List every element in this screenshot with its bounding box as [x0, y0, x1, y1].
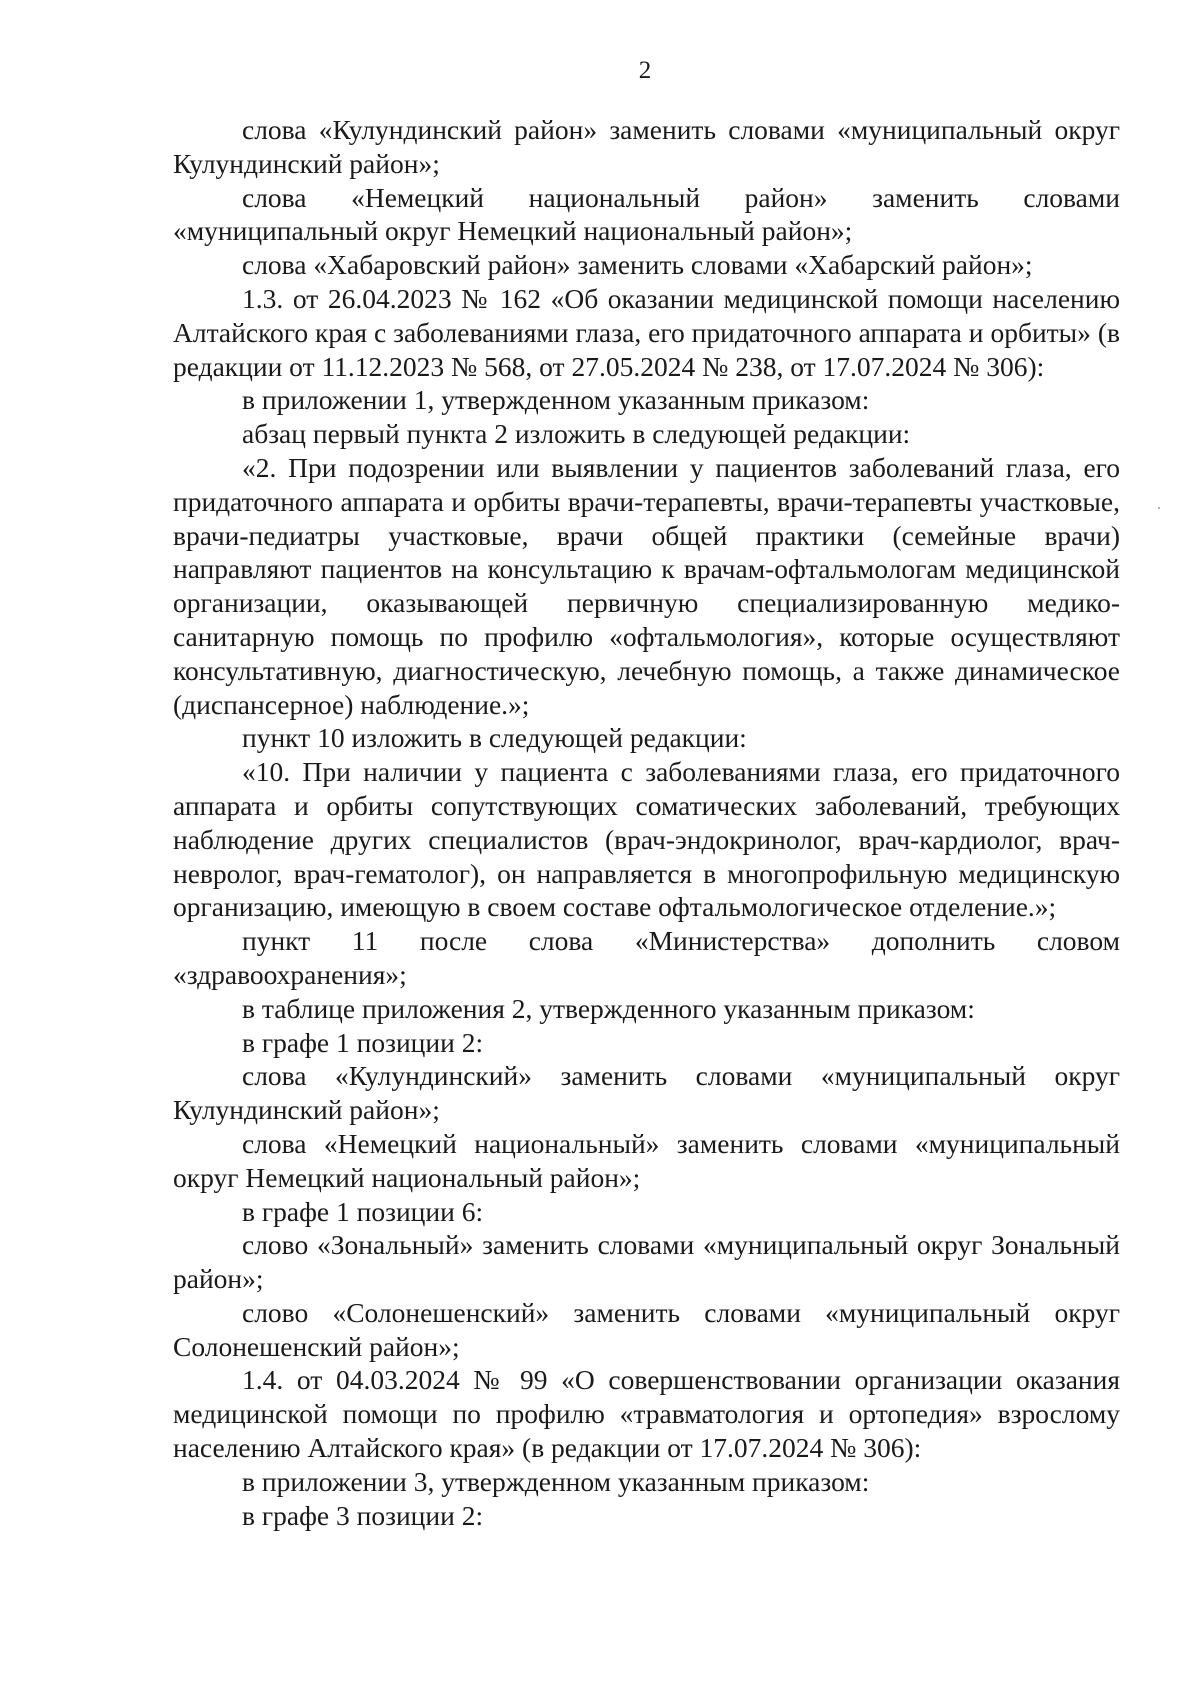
paragraph: «2. При подозрении или выявлении у пациентов заболеваний глаза, его придаточного аппарата и орбиты врачи-терапевты, врачи-терапевты участковые, врачи-педиатры участковые, врачи общей практики (семейные врачи) направляют пациентов на консультацию к врачам-офтальмологам медицинской организации, оказывающей первичную специализированную медико-санитарную помощь по профилю «офтальмология», которые осуществляют консультативную, диагностическую, лечебную помощь, а также динамическое (диспансерное) наблюдение.»;: [173, 451, 1120, 720]
paragraph: в графе 3 позиции 2:: [242, 1499, 484, 1531]
paragraph: в таблице приложения 2, утвержденного указанным приказом:: [242, 992, 975, 1024]
paragraph: абзац первый пункта 2 изложить в следующей редакции:: [242, 418, 911, 450]
paragraph: в приложении 1, утвержденном указанным приказом:: [242, 384, 870, 416]
paragraph: пункт 11 после слова «Министерства» дополнить словом «здравоохранения»;: [173, 925, 1120, 990]
paragraph: 1.3. от 26.04.2023 № 162 «Об оказании медицинской помощи населению Алтайского края с заболеваниями глаза, его придаточного аппарата и орбиты» (в редакции от 11.12.2023 № 568, от 27.05.2024 № 238, от 17.07.2024 № 306):: [173, 282, 1120, 382]
page-number: 2: [638, 57, 652, 84]
scan-speck: [1158, 507, 1160, 509]
paragraph: слова «Кулундинский» заменить словами «муниципальный округ Кулундинский район»;: [173, 1060, 1120, 1126]
paragraph: слова «Хабаровский район» заменить словами «Хабарский район»;: [242, 249, 1033, 281]
paragraph: 1.4. от 04.03.2024 № 99 «О совершенствовании организации оказания медицинской помощи по профилю «травматология и ортопедия» взрослому населению Алтайского края» (в редакции от 17.07.2024 № 306):: [173, 1364, 1120, 1464]
paragraph: в графе 1 позиции 6:: [242, 1195, 484, 1227]
paragraph: слова «Кулундинский район» заменить словами «муниципальный округ Кулундинский район»;: [173, 114, 1120, 179]
paragraph: в приложении 3, утвержденном указанным приказом:: [242, 1465, 870, 1497]
paragraph: в графе 1 позиции 2:: [242, 1026, 484, 1058]
paragraph: слова «Немецкий национальный» заменить словами «муниципальный округ Немецкий национальный район»;: [173, 1127, 1120, 1193]
document-body: [173, 113, 1120, 1532]
paragraph: пункт 10 изложить в следующей редакции:: [242, 722, 747, 754]
paragraph: слова «Немецкий национальный район» заменить словами «муниципальный округ Немецкий национальный район»;: [173, 181, 1120, 247]
paragraph: слово «Солонешенский» заменить словами «муниципальный округ Солонешенский район»;: [173, 1296, 1120, 1362]
paragraph: слово «Зональный» заменить словами «муниципальный округ Зональный район»;: [173, 1229, 1120, 1295]
paragraph: «10. При наличии у пациента с заболеваниями глаза, его придаточного аппарата и орбиты сопутствующих соматических заболеваний, требующих наблюдение других специалистов (врач-эндокринолог, врач-кардиолог, врач-невролог, врач-гематолог), он направляется в многопрофильную медицинскую организацию, имеющую в своем составе офтальмологическое отделение.»;: [173, 756, 1120, 923]
